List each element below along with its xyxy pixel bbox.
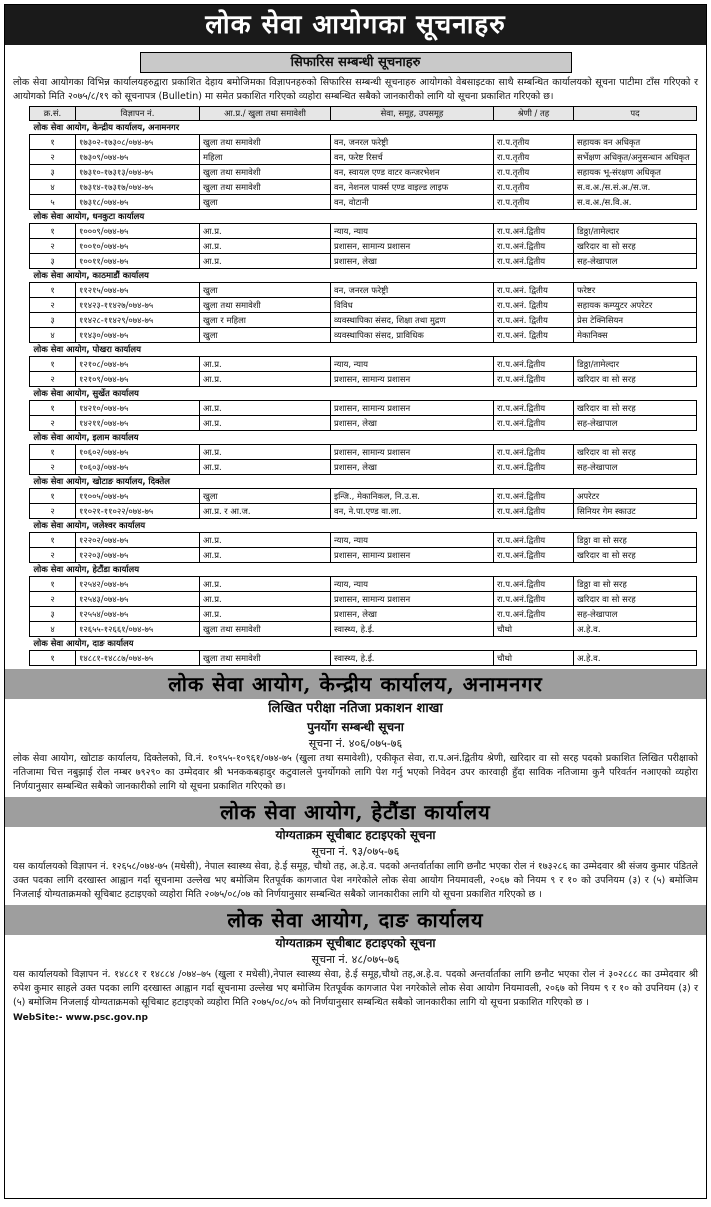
cell-service: इन्जि., मेकानिकल, नि.उ.स. xyxy=(331,489,494,504)
office-name: लोक सेवा आयोग, केन्द्रीय कार्यालय, अनामनगर xyxy=(30,121,697,135)
table-row xyxy=(30,239,697,254)
cell-post: स.व.अ./स.वि.अ. xyxy=(574,195,697,210)
cell-post: सह-लेखापाल xyxy=(574,607,697,622)
cell-serial: १ xyxy=(30,445,76,460)
cell-service: वन, नेशनल पार्क्स एण्ड वाइल्ड लाइफ xyxy=(331,180,494,195)
cell-serial: २ xyxy=(30,298,76,313)
cell-category: आ.प्र. xyxy=(200,372,331,387)
col-header-post: पद xyxy=(574,107,697,121)
cell-post: स.व.अ./स.सं.अ./स.ज. xyxy=(574,180,697,195)
cell-category: आ.प्र. xyxy=(200,460,331,475)
cell-post: खरिदार वा सो सरह xyxy=(574,239,697,254)
cell-post: अपरेटर xyxy=(574,489,697,504)
cell-service: न्याय, न्याय xyxy=(331,224,494,239)
cell-ad-no: १२२०३/०७४-७५ xyxy=(76,548,200,563)
cell-category: खुला तथा समावेशी xyxy=(200,622,331,637)
cell-post: डिठ्ठा वा सो सरह xyxy=(574,577,697,592)
col-header-level: श्रेणी / तह xyxy=(494,107,574,121)
cell-category: आ.प्र. xyxy=(200,254,331,269)
cell-post: मेकानिक्स xyxy=(574,328,697,343)
cell-service: न्याय, न्याय xyxy=(331,577,494,592)
cell-post: खरिदार वा सो सरह xyxy=(574,592,697,607)
cell-level: रा.प.तृतीय xyxy=(494,150,574,165)
office-group-row xyxy=(30,387,697,401)
cell-level: रा.प.अनं.द्वितीय xyxy=(494,460,574,475)
cell-ad-no: १४२११/०७४-७५ xyxy=(76,416,200,431)
table-body xyxy=(30,121,697,666)
cell-ad-no: १०६०३/०७४-७५ xyxy=(76,460,200,475)
col-header-category: आ.प्र./ खुला तथा समावेशी xyxy=(200,107,331,121)
cell-post: डिठ्ठा वा सो सरह xyxy=(574,533,697,548)
cell-serial: १ xyxy=(30,489,76,504)
table-row xyxy=(30,445,697,460)
col-header-serial: क्र.सं. xyxy=(30,107,76,121)
cell-category: आ.प्र. xyxy=(200,357,331,372)
table-row xyxy=(30,254,697,269)
table-row xyxy=(30,460,697,475)
office-group-row xyxy=(30,210,697,224)
table-row xyxy=(30,195,697,210)
table-row xyxy=(30,416,697,431)
cell-level: चौथो xyxy=(494,651,574,666)
table-row xyxy=(30,372,697,387)
cell-serial: ३ xyxy=(30,313,76,328)
cell-level: रा.प.अनं.द्वितीय xyxy=(494,607,574,622)
cell-ad-no: १७३०९/०७४-७५ xyxy=(76,150,200,165)
cell-service: प्रशासन, सामान्य प्रशासन xyxy=(331,401,494,416)
cell-post: सिनियर गेम स्काउट xyxy=(574,504,697,519)
office-name: लोक सेवा आयोग, हेटौंडा कार्यालय xyxy=(30,563,697,577)
cell-level: रा.प.अनं.द्वितीय xyxy=(494,224,574,239)
cell-service: वन, स्वायल एण्ड वाटर कन्जरभेशन xyxy=(331,165,494,180)
cell-serial: ४ xyxy=(30,622,76,637)
office-group-row xyxy=(30,269,697,283)
cell-serial: २ xyxy=(30,239,76,254)
cell-service: विविध xyxy=(331,298,494,313)
cell-category: खुला तथा समावेशी xyxy=(200,165,331,180)
col-header-ad-no: विज्ञापन नं. xyxy=(76,107,200,121)
cell-level: रा.प.तृतीय xyxy=(494,165,574,180)
table-row xyxy=(30,622,697,637)
cell-ad-no: १००११/०७४-७५ xyxy=(76,254,200,269)
central-office-band: लोक सेवा आयोग, केन्द्रीय कार्यालय, अनामनगर xyxy=(5,669,706,699)
cell-post: डिठ्ठा/तामेल्दार xyxy=(574,224,697,239)
cell-serial: ४ xyxy=(30,328,76,343)
cell-ad-no: १००१०/०७४-७५ xyxy=(76,239,200,254)
cell-ad-no: १२५४२/०७४-७५ xyxy=(76,577,200,592)
cell-serial: २ xyxy=(30,548,76,563)
cell-level: रा.प.अनं.द्वितीय xyxy=(494,504,574,519)
cell-category: खुला तथा समावेशी xyxy=(200,651,331,666)
cell-serial: २ xyxy=(30,372,76,387)
recommendation-table xyxy=(29,106,697,666)
cell-post: सहायक वन अधिकृत xyxy=(574,135,697,150)
cell-category: आ.प्र. xyxy=(200,577,331,592)
office-name: लोक सेवा आयोग, दाङ कार्यालय xyxy=(30,637,697,651)
cell-level: रा.प.अनं.द्वितीय xyxy=(494,357,574,372)
table-row xyxy=(30,283,697,298)
cell-post: सह-लेखापाल xyxy=(574,460,697,475)
cell-level: रा.प.अनं.द्वितीय xyxy=(494,533,574,548)
cell-ad-no: १७३१०-१७३१३/०७४-७५ xyxy=(76,165,200,180)
cell-post: अ.हे.व. xyxy=(574,622,697,637)
cell-ad-no: ११२१५/०७४-७५ xyxy=(76,283,200,298)
cell-ad-no: ११४३०/०७४-७५ xyxy=(76,328,200,343)
cell-service: न्याय, न्याय xyxy=(331,357,494,372)
cell-category: आ.प्र. xyxy=(200,533,331,548)
cell-category: आ.प्र. xyxy=(200,445,331,460)
cell-level: रा.प.तृतीय xyxy=(494,195,574,210)
cell-category: आ.प्र. xyxy=(200,592,331,607)
cell-level: रा.प.अनं.द्वितीय xyxy=(494,592,574,607)
cell-service: वन, जनरल फरेष्ट्री xyxy=(331,283,494,298)
cell-serial: ३ xyxy=(30,254,76,269)
office-group-row xyxy=(30,563,697,577)
cell-category: आ.प्र. xyxy=(200,239,331,254)
table-row xyxy=(30,577,697,592)
table-row xyxy=(30,548,697,563)
cell-post: खरिदार वा सो सरह xyxy=(574,548,697,563)
cell-post: खरिदार वा सो सरह xyxy=(574,372,697,387)
cell-ad-no: १२१०८/०७४-७५ xyxy=(76,357,200,372)
cell-category: महिला xyxy=(200,150,331,165)
col-header-service: सेवा, समूह, उपसमूह xyxy=(331,107,494,121)
recommendation-heading: सिफारिस सम्बन्धी सूचनाहरु xyxy=(140,52,572,73)
cell-post: सह-लेखापाल xyxy=(574,254,697,269)
cell-category: आ.प्र. xyxy=(200,548,331,563)
cell-serial: १ xyxy=(30,135,76,150)
table-row xyxy=(30,180,697,195)
cell-serial: १ xyxy=(30,577,76,592)
cell-ad-no: १७३१८/०७४-७५ xyxy=(76,195,200,210)
cell-category: खुला xyxy=(200,283,331,298)
office-group-row xyxy=(30,343,697,357)
cell-level: रा.प.अनं.द्वितीय xyxy=(494,372,574,387)
cell-service: वन, जनरल फरेष्ट्री xyxy=(331,135,494,150)
cell-service: न्याय, न्याय xyxy=(331,533,494,548)
office-group-row xyxy=(30,637,697,651)
cell-post: सहायक कम्प्युटर अपरेटर xyxy=(574,298,697,313)
cell-serial: २ xyxy=(30,592,76,607)
cell-service: स्वास्थ्य, हे.ई. xyxy=(331,651,494,666)
cell-serial: १ xyxy=(30,357,76,372)
table-row xyxy=(30,504,697,519)
cell-ad-no: ११४२३-११४२७/०७४-७५ xyxy=(76,298,200,313)
cell-level: रा.प.अनं.द्वितीय xyxy=(494,489,574,504)
cell-ad-no: १२६५५-१२६६१/०७४-७५ xyxy=(76,622,200,637)
cell-level: चौथो xyxy=(494,622,574,637)
table-row xyxy=(30,357,697,372)
cell-service: प्रशासन, सामान्य प्रशासन xyxy=(331,445,494,460)
cell-category: आ.प्र. xyxy=(200,224,331,239)
cell-category: खुला र महिला xyxy=(200,313,331,328)
office-group-row xyxy=(30,121,697,135)
central-notice-number: सूचना नं. ४०६/०७५-७६ xyxy=(308,737,403,750)
cell-post: अ.हे.व. xyxy=(574,651,697,666)
cell-category: आ.प्र. xyxy=(200,607,331,622)
cell-category: खुला तथा समावेशी xyxy=(200,298,331,313)
cell-service: प्रशासन, लेखा xyxy=(331,607,494,622)
office-group-row xyxy=(30,519,697,533)
cell-serial: ५ xyxy=(30,195,76,210)
cell-service: प्रशासन, सामान्य प्रशासन xyxy=(331,548,494,563)
recommendation-intro: लोक सेवा आयोगका विभिन्न कार्यालयहरुद्वारा प्रकाशित देहाय बमोजिमका विज्ञापनहरुको सिफारिस सम्बन्धी सूचनाहरु आयोगको वेबसाइटका साथै सम्बन्धित कार्यालयको सूचना पाटीमा टाँस गरिएको र आयोगको मिति २०७५/८/१९ को सूचनापत्र (Bulletin) मा समेत प्रकाशित गरिएको व्यहोरा सम्बन्धित सबैको जानकारीको लागि यो सूचना प्रकाशित गरिएको छ। xyxy=(13,77,698,102)
table-row xyxy=(30,298,697,313)
cell-level: रा.प.अनं.द्वितीय xyxy=(494,239,574,254)
table-row xyxy=(30,401,697,416)
cell-service: व्यवस्थापिका संसद, शिक्षा तथा मुद्रण xyxy=(331,313,494,328)
central-notice-subject: पुनर्योग सम्बन्धी सूचना xyxy=(307,720,404,734)
cell-category: आ.प्र. xyxy=(200,401,331,416)
cell-category: खुला xyxy=(200,328,331,343)
cell-post: प्रेस टेक्निसियन xyxy=(574,313,697,328)
cell-level: रा.प.अनं.द्वितीय xyxy=(494,445,574,460)
office-name: लोक सेवा आयोग, इलाम कार्यालय xyxy=(30,431,697,445)
cell-serial: १ xyxy=(30,283,76,298)
cell-serial: १ xyxy=(30,533,76,548)
hetauda-notice-subject: योग्यताक्रम सूचीबाट हटाइएको सूचना xyxy=(275,828,436,842)
cell-ad-no: १२५४३/०७४-७५ xyxy=(76,592,200,607)
cell-category: खुला xyxy=(200,489,331,504)
cell-serial: २ xyxy=(30,416,76,431)
cell-service: वन, वोटानी xyxy=(331,195,494,210)
cell-serial: २ xyxy=(30,504,76,519)
office-name: लोक सेवा आयोग, धनकुटा कार्यालय xyxy=(30,210,697,224)
cell-service: प्रशासन, लेखा xyxy=(331,254,494,269)
table-row xyxy=(30,150,697,165)
cell-level: रा.प.अनं.द्वितीय xyxy=(494,577,574,592)
cell-ad-no: १२१०९/०७४-७५ xyxy=(76,372,200,387)
cell-ad-no: १७३१४-१७३१७/०७४-७५ xyxy=(76,180,200,195)
cell-serial: २ xyxy=(30,150,76,165)
cell-serial: १ xyxy=(30,224,76,239)
table-row xyxy=(30,533,697,548)
cell-category: खुला xyxy=(200,195,331,210)
cell-serial: १ xyxy=(30,401,76,416)
office-name: लोक सेवा आयोग, जलेश्वर कार्यालय xyxy=(30,519,697,533)
cell-ad-no: १४८८१-१४८८७/०७४-७५ xyxy=(76,651,200,666)
office-name: लोक सेवा आयोग, काठमाडौं कार्यालय xyxy=(30,269,697,283)
cell-post: फरेष्टर xyxy=(574,283,697,298)
table-row xyxy=(30,592,697,607)
website-link[interactable]: WebSite:- www.psc.gov.np xyxy=(13,1013,148,1023)
table-row xyxy=(30,165,697,180)
cell-level: रा.प.अनं.द्वितीय xyxy=(494,401,574,416)
cell-service: व्यवस्थापिका संसद, प्राविधिक xyxy=(331,328,494,343)
cell-level: रा.प.अनं.द्वितीय xyxy=(494,416,574,431)
cell-category: आ.प्र. र आ.ज. xyxy=(200,504,331,519)
dang-office-band: लोक सेवा आयोग, दाङ कार्यालय xyxy=(5,905,706,935)
dang-notice-number: सूचना नं. ४८/०७५-७६ xyxy=(311,953,400,966)
cell-category: खुला तथा समावेशी xyxy=(200,135,331,150)
cell-level: रा.प.अनं. द्वितीय xyxy=(494,313,574,328)
dang-notice-subject: योग्यताक्रम सूचीबाट हटाइएको सूचना xyxy=(275,936,436,950)
central-notice-body: लोक सेवा आयोग, खोटाङ कार्यालय, दिक्तेलको, वि.नं. १०९५५-१०९६१/०७४-७५ (खुला तथा समावेशी), एकीकृत सेवा, रा.प.अनं.द्वितीय श्रेणी, खरिदार वा सो सरह पदको प्रकाशित लिखित परीक्षाको नतिजामा चित्त नबुझाई रोल नम्बर ७९२९० का उम्मेदवार श्री भनककबहादुर कटुवालले पुनर्योगको लागि पेश गर्नु भएको निवेदन उपर कारवाही हुँदा साविक नतिजामा कुनै परिवर्तन नआएको व्यहोरा निर्णयानुसार सम्बन्धित सबैको जानकारीको लागि यो सूचना प्रकाशित गरिएको छ। xyxy=(13,753,698,792)
cell-service: प्रशासन, सामान्य प्रशासन xyxy=(331,592,494,607)
cell-serial: ३ xyxy=(30,607,76,622)
cell-service: वन, फरेष्ट रिसर्च xyxy=(331,150,494,165)
cell-service: वन, ने.पा.एण्ड वा.ला. xyxy=(331,504,494,519)
cell-ad-no: ११४२८-११४२९/०७४-७५ xyxy=(76,313,200,328)
cell-service: प्रशासन, सामान्य प्रशासन xyxy=(331,372,494,387)
cell-post: सहायक भू-संरक्षण अधिकृत xyxy=(574,165,697,180)
table-row xyxy=(30,328,697,343)
cell-category: खुला तथा समावेशी xyxy=(200,180,331,195)
office-name: लोक सेवा आयोग, खोटाङ कार्यालय, दिक्तेल xyxy=(30,475,697,489)
hetauda-office-band: लोक सेवा आयोग, हेटौंडा कार्यालय xyxy=(5,797,706,827)
table-row xyxy=(30,651,697,666)
recommendation-heading-wrap xyxy=(5,45,706,76)
office-group-row xyxy=(30,431,697,445)
table-row xyxy=(30,489,697,504)
cell-post: खरिदार वा सो सरह xyxy=(574,445,697,460)
hetauda-notice-number: सूचना नं. ९३/०७५-७६ xyxy=(311,845,400,858)
office-group-row xyxy=(30,475,697,489)
cell-ad-no: १२५५४/०७४-७५ xyxy=(76,607,200,622)
table-row xyxy=(30,135,697,150)
office-name: लोक सेवा आयोग, सुर्खेत कार्यालय xyxy=(30,387,697,401)
cell-service: स्वास्थ्य, हे.ई. xyxy=(331,622,494,637)
cell-ad-no: १०६०२/०७४-७५ xyxy=(76,445,200,460)
masthead-title: लोक सेवा आयोगका सूचनाहरु xyxy=(5,5,706,45)
cell-serial: १ xyxy=(30,651,76,666)
cell-service: प्रशासन, सामान्य प्रशासन xyxy=(331,239,494,254)
cell-level: रा.प.तृतीय xyxy=(494,180,574,195)
cell-level: रा.प.अनं. द्वितीय xyxy=(494,328,574,343)
cell-ad-no: ११०२१-११०२२/०७४-७५ xyxy=(76,504,200,519)
dang-notice-body: यस कार्यालयको विज्ञापन नं. १४८८१ र १४८८४ /०७४–७५ (खुला र मधेसी),नेपाल स्वास्थ्य सेवा, हे.ई समूह,चौथो तह,अ.हे.व. पदको अन्तर्वार्ताका लागि छनौट भएका रोल नं ३०२८८८ का उम्मेदवार श्री रुपेश कुमार साहले उक्त पदका लागि दरखास्त आह्वान गर्दा सूचनामा उल्लेख भए बमोजिम रितपूर्वक कागजात पेश नगरेकोले लोक सेवा आयोग नियमावली, २०६७ को नियम ९ र १० को उपनियम (३) र (५) बमोजिम निजलाई योग्यताक्रमको सूचिबाट हटाइएको व्यहोरा मिति २०७५/०८/०५ को निर्णयानुसार सम्बन्धित सबैको जानकारीका लागि यो सूचना प्रकाशित गरिएको छ । xyxy=(13,969,698,1008)
cell-ad-no: १७३०२-१७३०८/०७४-७५ xyxy=(76,135,200,150)
cell-serial: ३ xyxy=(30,165,76,180)
table-row xyxy=(30,607,697,622)
cell-level: रा.प.अनं.द्वितीय xyxy=(494,548,574,563)
cell-post: सर्भेक्षण अधिकृत/अनुसन्धान अधिकृत xyxy=(574,150,697,165)
cell-post: सह-लेखापाल xyxy=(574,416,697,431)
cell-category: आ.प्र. xyxy=(200,416,331,431)
cell-level: रा.प.अनं. द्वितीय xyxy=(494,298,574,313)
cell-serial: ४ xyxy=(30,180,76,195)
cell-ad-no: १२२०२/०७४-७५ xyxy=(76,533,200,548)
cell-service: प्रशासन, लेखा xyxy=(331,460,494,475)
table-header-row xyxy=(30,107,697,121)
cell-post: डिठ्ठा/तामेल्दार xyxy=(574,357,697,372)
cell-ad-no: १०००९/०७४-७५ xyxy=(76,224,200,239)
cell-service: प्रशासन, लेखा xyxy=(331,416,494,431)
cell-ad-no: १४२१०/०७४-७५ xyxy=(76,401,200,416)
central-branch-title: लिखित परीक्षा नतिजा प्रकाशन शाखा xyxy=(268,701,443,716)
cell-level: रा.प.अनं. द्वितीय xyxy=(494,283,574,298)
cell-level: रा.प.अनं.द्वितीय xyxy=(494,254,574,269)
table-row xyxy=(30,313,697,328)
notice-page xyxy=(4,4,707,1199)
table-row xyxy=(30,224,697,239)
office-name: लोक सेवा आयोग, पोखरा कार्यालय xyxy=(30,343,697,357)
cell-serial: २ xyxy=(30,460,76,475)
cell-ad-no: ११००५/०७४-७५ xyxy=(76,489,200,504)
cell-level: रा.प.तृतीय xyxy=(494,135,574,150)
hetauda-notice-body: यस कार्यालयको विज्ञापन नं. १२६५८/०७४-७५ (मधेसी), नेपाल स्वास्थ्य सेवा, हे.ई समूह, चौथो तह, अ.हे.व. पदको अन्तर्वार्ताका लागि छनौट भएका रोल नं १७३२८६ का उम्मेदवार श्री संजय कुमार पंडितले उक्त पदका लागि दरखास्त आह्वान गर्दा सूचनामा उल्लेख भए बमोजिम रितपूर्वक कागजात पेश नगरेकोले लोक सेवा आयोग नियमावली, २०६७ को नियम ९ र १० को उपनियम (३) र (५) बमोजिम निजलाई योग्यताक्रमको सूचिबाट हटाइएको व्यहोरा मिति २०७५/०८/०७ को निर्णयानुसार सम्बन्धित सबैको जानकारीका लागि यो सूचना प्रकाशित गरिएको छ । xyxy=(13,861,698,900)
cell-post: खरिदार वा सो सरह xyxy=(574,401,697,416)
